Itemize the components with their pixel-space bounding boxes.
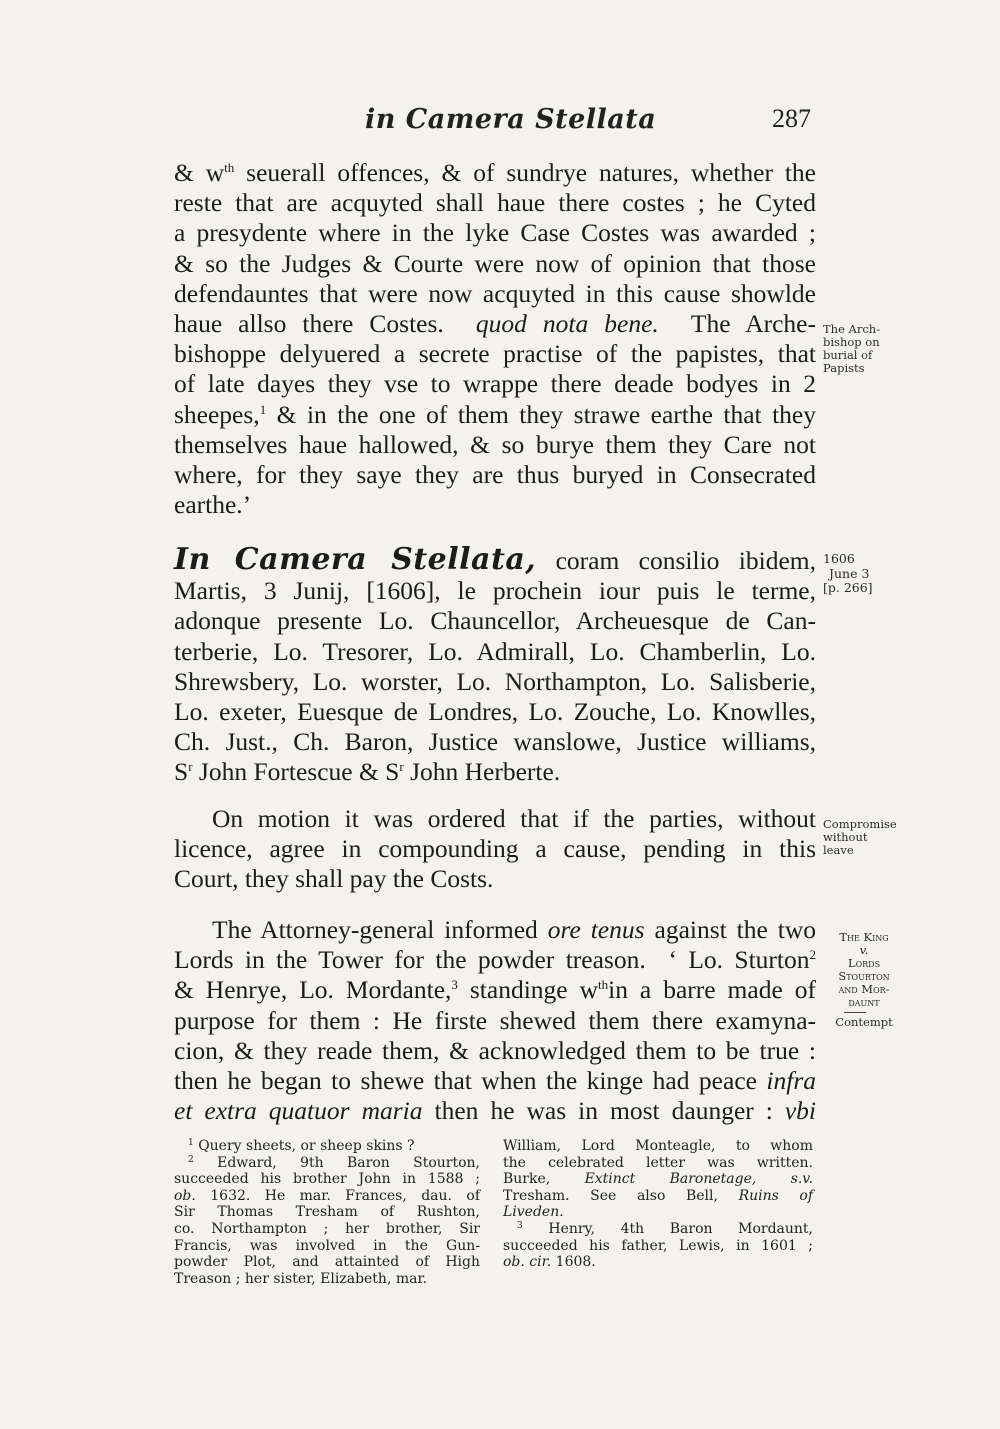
text-line: cion, & they reade them, & acknowledged them to be true : (174, 1035, 816, 1065)
divider (844, 1012, 866, 1013)
text-line: defendauntes that were now acquyted in this cause showlde (174, 278, 816, 308)
footnotes-left-column: $^1$ Query sheets, or sheep skins ? $^2$ Edward, 9th Baron Stourton, succeeded his brother John in 1588 ; ob. 1632. He mar. Frances, dau. of Sir Thomas Tresham of Rushton, co. Northampton ; her brother, Sir Francis, was involved in the Gun- powder Plot, and attainted of High Treason ; her sister, Elizabeth, mar. (174, 1138, 481, 1287)
footnote-3: $^3$ Henry, 4th Baron Mordaunt, (517, 1220, 813, 1237)
text-line: Martis, 3 Junij, [1606], le prochein iour puis le terme, (174, 576, 816, 606)
text-line: & so the Judges & Courte were now of opinion that those (174, 248, 816, 278)
text-line: themselves haue hallowed, & so burye them they Care not (174, 429, 816, 459)
text-line: bishoppe delyuered a secrete practise of the papistes, that (174, 339, 816, 369)
paragraph-sitting (174, 542, 816, 788)
text-line: & Henrye, Lo. Mordante,$^3$ standinge $w^{th}in$ a barre made of (174, 975, 816, 1005)
text-line: licence, agree in compounding a cause, pending in this (174, 834, 816, 864)
text-line: earthe.’ (174, 490, 252, 520)
text-line: On motion it was ordered that if the parties, without (212, 804, 816, 833)
margin-note-compromise: Compromise without leave (823, 817, 897, 857)
footnote-2: $^2$ Edward, 9th Baron Stourton, (188, 1154, 481, 1171)
footnote-1: $^1$ Query sheets, or sheep skins ? (188, 1138, 415, 1154)
page-number: 287 (772, 104, 811, 133)
text-line: adonque presente Lo. Chauncellor, Archeuesque de Can- (174, 606, 816, 636)
footnotes-right-column: William, Lord Monteagle, to whom the celebrated letter was written. Burke, Extinct Baronetage, s.v. Tresham. See also Bell, Ruins of Liveden. $^3$ Henry, 4th Baron Mordaunt, succeeded his father, Lewis, in 1601 ; ob. cir. 1608. (503, 1138, 814, 1271)
text-line: where, for they saye they are thus buryed in Consecrated (174, 460, 816, 490)
paragraph-compromise (174, 804, 816, 895)
text-line: Ch. Just., Ch. Baron, Justice wanslowe, Justice williams, (174, 727, 816, 757)
text-line: $S^r$ John Fortescue & $S^r$ John Herberte. (174, 757, 561, 787)
text-line: terberie, Lo. Tresorer, Lo. Admirall, Lo. Chamberlin, Lo. (174, 636, 816, 666)
section-heading: In Camera Stellata, (174, 542, 537, 577)
margin-note-case: The King v. Lords Stourton and Mor- daunt Contempt (835, 930, 893, 1029)
running-title: in Camera Stellata (365, 104, 657, 135)
text-line: Court, they shall pay the Costs. (174, 864, 494, 894)
text-line: sheepes,$^1$ & in the one of them they strawe earthe that they (174, 399, 816, 429)
text-line: a presydente where in the lyke Case Costes was awarded ; (174, 218, 816, 248)
text-line: Shrewsbery, Lo. worster, Lo. Northampton, Lo. Salisberie, (174, 666, 816, 696)
text-line: The Attorney-general informed ore tenus against the two (212, 915, 817, 944)
text-line: haue allso there Costes. quod nota bene. The Arche- (174, 309, 816, 339)
margin-note-archbishop: The Arch- bishop on burial of Papists (823, 322, 881, 375)
paragraph-attorney (174, 915, 816, 1126)
text-line: Lords in the Tower for the powder treason. ‘ Lo. Sturton$^2$ (174, 945, 816, 975)
text-line: In Camera Stellata, coram consilio ibidem, (174, 542, 816, 577)
paragraph-archbishop (174, 158, 816, 520)
text-line: et extra quatuor maria then he was in most daunger : vbi (174, 1096, 817, 1126)
text-line: of late dayes they vse to wrappe there deade bodyes in 2 (174, 369, 816, 399)
margin-note-date: 1606 June 3 [p. 266] (823, 551, 873, 595)
text-line: reste that are acquyted shall haue there costes ; he Cyted (174, 188, 816, 218)
text-line: & $w^{th}$ seuerall offences, & of sundrye natures, whether the (174, 158, 817, 187)
text-line: purpose for them : He firste shewed them there examyna- (174, 1005, 816, 1035)
text-line: then he began to shewe that when the kinge had peace infra (174, 1066, 816, 1096)
text-line: Lo. exeter, Euesque de Londres, Lo. Zouche, Lo. Knowlles, (174, 697, 816, 727)
